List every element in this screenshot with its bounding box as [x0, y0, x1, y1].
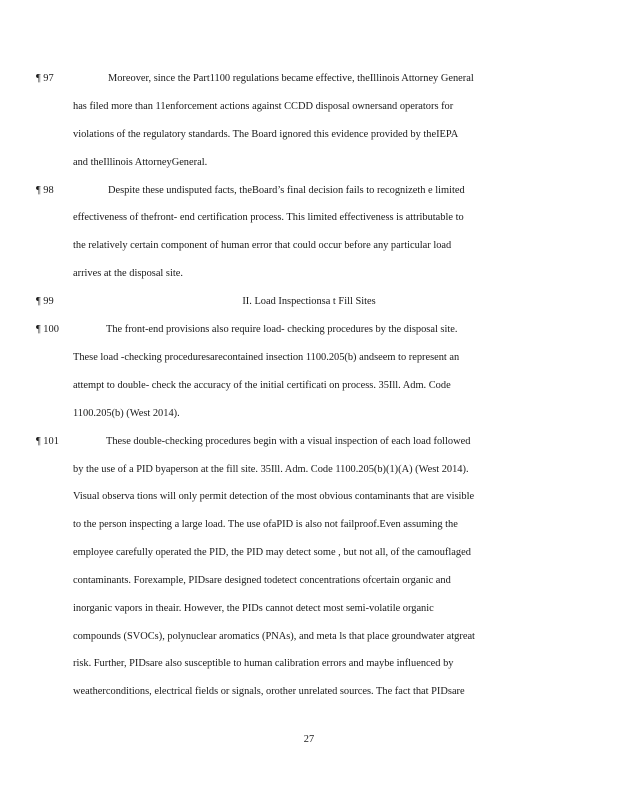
text-line: weatherconditions, electrical fields or signals, orother unrelated sources. The fact that PIDsare	[73, 686, 465, 697]
text-line: 1100.205(b) (West 2014).	[73, 408, 180, 419]
text-line: arrives at the disposal site.	[73, 268, 183, 279]
text-line: to the person inspecting a large load. The use ofaPID is also not failproof.Even assuming the	[73, 519, 458, 530]
text-line: and theIllinois AttorneyGeneral.	[73, 157, 208, 168]
text-line: has filed more than 11enforcement actions against CCDD disposal ownersand operators for	[73, 101, 454, 112]
text-line: violations of the regulatory standards. The Board ignored this evidence provided by theIEPA	[73, 129, 459, 140]
text-line: Visual observa tions will only permit detection of the most obvious contaminants that are visible	[73, 491, 475, 502]
paragraph-number: ¶ 99	[36, 296, 54, 307]
text-line: Despite these undisputed facts, theBoard’s final decision fails to recognizeth e limited	[108, 185, 465, 196]
text-line: Moreover, since the Part1100 regulations became effective, theIllinois Attorney General	[108, 73, 474, 84]
page-number: 27	[303, 734, 315, 745]
text-line: risk. Further, PIDsare also susceptible to human calibration errors and maybe influenced by	[73, 658, 454, 669]
paragraph-number: ¶ 97	[36, 73, 54, 84]
text-line: effectiveness of thefront- end certification process. This limited effectiveness is attributable to	[73, 212, 464, 223]
paragraph-number: ¶ 98	[36, 185, 54, 196]
paragraph-number: ¶ 100	[36, 324, 59, 335]
text-line: employee carefully operated the PID, the PID may detect some , but not all, of the camouflaged	[73, 547, 471, 558]
text-line: These double-checking procedures begin with a visual inspection of each load followed	[106, 436, 471, 447]
section-heading: II. Load Inspectionsa t Fill Sites	[242, 296, 376, 307]
paragraph-number: ¶ 101	[36, 436, 59, 447]
text-line: attempt to double- check the accuracy of the initial certificati on process. 35Ill. Adm. Code	[73, 380, 451, 391]
text-line: inorganic vapors in theair. However, the PIDs cannot detect most semi-volatile organic	[73, 603, 434, 614]
text-line: These load -checking proceduresarecontained insection 1100.205(b) andseem to represent an	[73, 352, 460, 363]
text-line: by the use of a PID byaperson at the fill site. 35Ill. Adm. Code 1100.205(b)(1)(A) (West 2014).	[73, 464, 469, 475]
text-line: The front-end provisions also require load- checking procedures by the disposal site.	[106, 324, 458, 335]
text-line: compounds (SVOCs), polynuclear aromatics (PNAs), and meta ls that place groundwater atgreat	[73, 631, 475, 642]
text-line: the relatively certain component of human error that could occur before any particular load	[73, 240, 452, 251]
text-line: contaminants. Forexample, PIDsare designed todetect concentrations ofcertain organic and	[73, 575, 451, 586]
